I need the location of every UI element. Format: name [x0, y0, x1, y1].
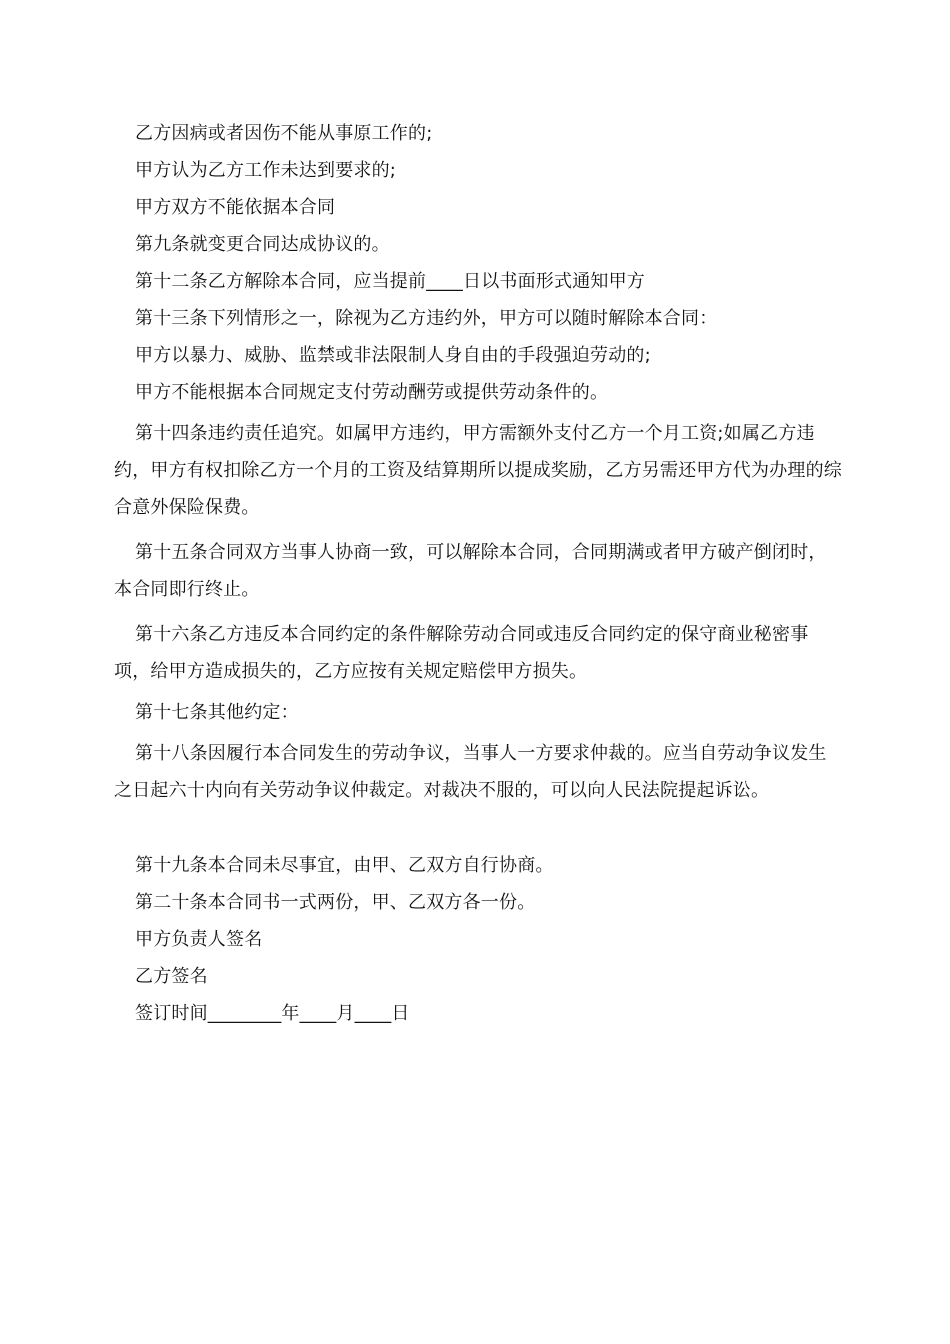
paragraph-article-19: 第十九条本合同未尽事宜，由甲、乙双方自行协商。: [135, 855, 554, 876]
paragraph-article-18: 第十八条因履行本合同发生的劳动争议，当事人一方要求仲裁的。应当自劳动争议发生之日起六十内向有关劳动争议仲裁定。对裁决不服的，可以向人民法院提起诉讼。: [114, 743, 827, 801]
paragraph-article-13: 第十三条下列情形之一，除视为乙方违约外，甲方可以随时解除本合同：: [135, 308, 718, 329]
paragraph-article-14: 第十四条违约责任追究。如属甲方违约，甲方需额外支付乙方一个月工资;如属乙方违约，甲方有权扣除乙方一个月的工资及结算期所以提成奖励，乙方另需还甲方代为办理的综合意外保险保费。: [114, 423, 842, 518]
signing-date-label: 签订时间________年____月____日: [135, 1003, 410, 1024]
blank-line: [114, 817, 844, 851]
paragraph-2: 甲方认为乙方工作未达到要求的;: [135, 160, 397, 181]
paragraph-article-12: 第十二条乙方解除本合同，应当提前____日以书面形式通知甲方: [135, 271, 645, 292]
paragraph-article-13-item-1: 甲方以暴力、威胁、监禁或非法限制人身自由的手段强迫劳动的;: [135, 345, 651, 366]
paragraph-article-17: 第十七条其他约定：: [135, 702, 299, 723]
party-a-signature-label: 甲方负责人签名: [135, 929, 263, 950]
paragraph-article-20: 第二十条本合同书一式两份，甲、乙双方各一份。: [135, 892, 536, 913]
party-b-signature-label: 乙方签名: [135, 966, 208, 987]
paragraph-article-16: 第十六条乙方违反本合同约定的条件解除劳动合同或违反合同约定的保守商业秘密事项，给甲方造成损失的，乙方应按有关规定赔偿甲方损失。: [114, 624, 809, 682]
paragraph-1: 乙方因病或者因伤不能从事原工作的;: [135, 123, 433, 144]
paragraph-3: 甲方双方不能依据本合同: [135, 197, 336, 218]
paragraph-article-13-item-2: 甲方不能根据本合同规定支付劳动酬劳或提供劳动条件的。: [135, 382, 609, 403]
paragraph-article-9: 第九条就变更合同达成协议的。: [135, 234, 390, 255]
paragraph-article-15: 第十五条合同双方当事人协商一致，可以解除本合同，合同期满或者甲方破产倒闭时，本合同即行终止。: [114, 542, 827, 600]
document-body: [114, 119, 844, 1036]
